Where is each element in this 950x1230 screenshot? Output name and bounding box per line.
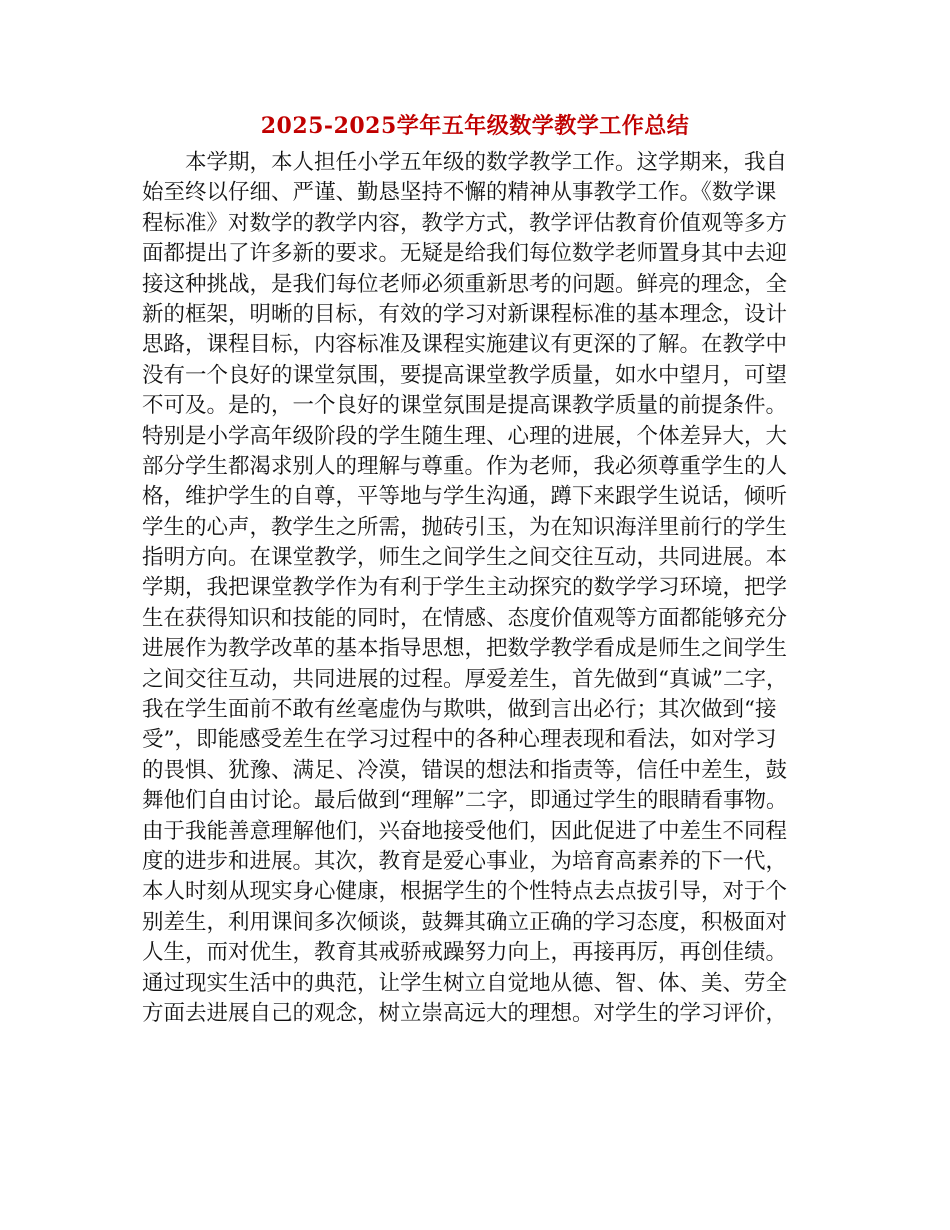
document-title: 2025-2025学年五年级数学教学工作总结 bbox=[260, 113, 690, 139]
body-line: 本人时刻从现实身心健康，根据学生的个性特点去点拔引导，对于个 bbox=[142, 879, 788, 905]
body-line: 进展作为教学改革的基本指导思想，把数学教学看成是师生之间学生 bbox=[142, 636, 788, 662]
body-line: 本学期，本人担任小学五年级的数学教学工作。这学期来，我自 bbox=[185, 150, 788, 175]
body-line: 学期，我把课堂教学作为有利于学生主动探究的数学学习环境，把学 bbox=[142, 575, 788, 601]
body-line: 指明方向。在课堂教学，师生之间学生之间交往互动，共同进展。本 bbox=[142, 545, 788, 571]
body-line: 不可及。是的，一个良好的课堂氛围是提高课教学质量的前提条件。 bbox=[142, 393, 788, 419]
body-line: 程标准》对数学的教学内容，教学方式，教学评估教育价值观等多方 bbox=[142, 210, 788, 236]
body-line: 之间交往互动，共同进展的过程。厚爱差生，首先做到“真诚”二字， bbox=[142, 666, 788, 692]
body-line: 始至终以仔细、严谨、勤恳坚持不懈的精神从事教学工作。《数学课 bbox=[142, 180, 777, 206]
body-line: 生在获得知识和技能的同时，在情感、态度价值观等方面都能够充分 bbox=[142, 605, 788, 631]
body-line: 格，维护学生的自尊，平等地与学生沟通，蹲下来跟学生说话，倾听 bbox=[142, 484, 788, 510]
body-line: 方面去进展自己的观念，树立崇高远大的理想。对学生的学习评价， bbox=[142, 1000, 788, 1026]
body-line: 通过现实生活中的典范，让学生树立自觉地从德、智、体、美、劳全 bbox=[142, 970, 788, 996]
body-line: 学生的心声，教学生之所需，抛砖引玉，为在知识海洋里前行的学生 bbox=[142, 514, 788, 540]
body-line: 没有一个良好的课堂氛围，要提高课堂教学质量，如水中望月，可望 bbox=[142, 362, 788, 388]
body-line: 别差生，利用课间多次倾谈，鼓舞其确立正确的学习态度，积极面对 bbox=[142, 909, 788, 935]
body-line: 新的框架，明晰的目标，有效的学习对新课程标准的基本理念，设计 bbox=[142, 301, 788, 327]
body-line: 接这种挑战，是我们每位老师必须重新思考的问题。鲜亮的理念，全 bbox=[142, 271, 788, 297]
body-line: 特别是小学高年级阶段的学生随生理、心理的进展，个体差异大，大 bbox=[142, 423, 788, 449]
body-line: 我在学生面前不敢有丝毫虚伪与欺哄，做到言出必行；其次做到“接 bbox=[142, 697, 777, 723]
document-body bbox=[142, 148, 812, 1029]
body-line: 受”，即能感受差生在学习过程中的各种心理表现和看法，如对学习 bbox=[142, 727, 777, 753]
body-line: 度的进步和进展。其次，教育是爱心事业，为培育高素养的下一代， bbox=[142, 848, 788, 874]
body-line: 的畏惧、犹豫、满足、冷漠，错误的想法和指责等，信任中差生，鼓 bbox=[142, 757, 788, 783]
body-line: 部分学生都渴求别人的理解与尊重。作为老师，我必须尊重学生的人 bbox=[142, 453, 788, 479]
body-line: 面都提出了许多新的要求。无疑是给我们每位数学老师置身其中去迎 bbox=[142, 241, 788, 267]
body-line: 由于我能善意理解他们，兴奋地接受他们，因此促进了中差生不同程 bbox=[142, 818, 788, 844]
body-line: 舞他们自由讨论。最后做到“理解”二字，即通过学生的眼睛看事物。 bbox=[142, 788, 788, 814]
body-line: 思路，课程目标，内容标准及课程实施建议有更深的了解。在教学中 bbox=[142, 332, 788, 358]
body-line: 人生，而对优生，教育其戒骄戒躁努力向上，再接再厉，再创佳绩。 bbox=[142, 940, 788, 966]
